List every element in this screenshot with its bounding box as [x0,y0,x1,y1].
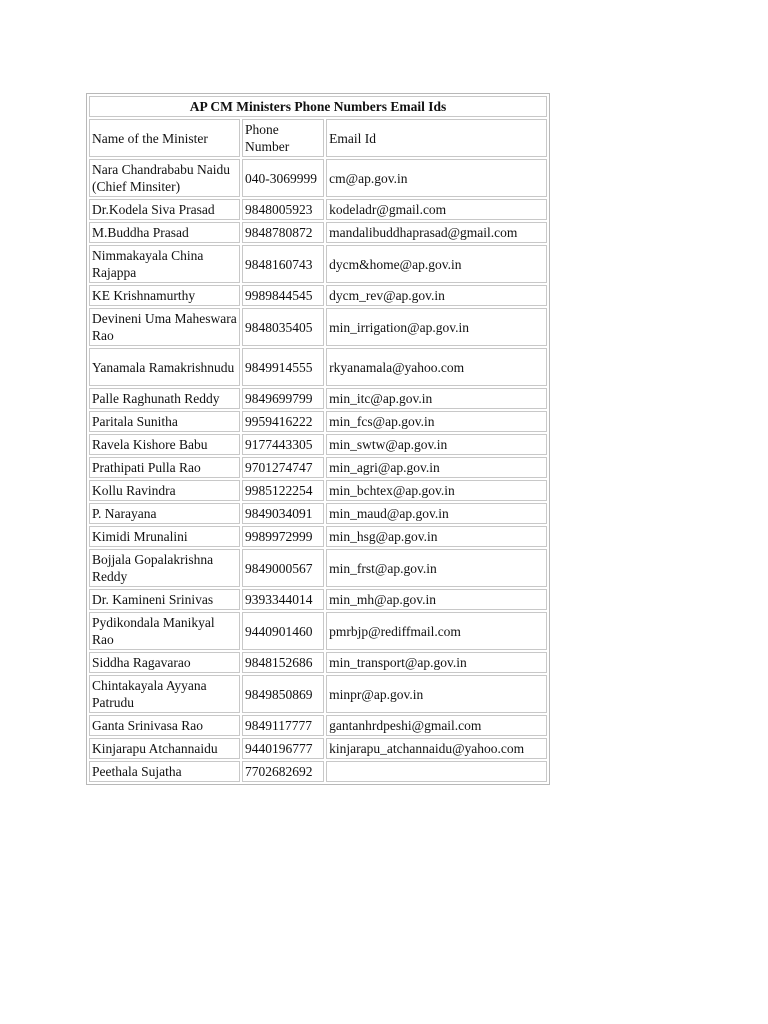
phone-number-cell: 9989972999 [242,526,324,547]
phone-number-cell: 9849850869 [242,675,324,713]
email-id-cell: kinjarapu_atchannaidu@yahoo.com [326,738,547,759]
minister-name-cell: Pydikondala Manikyal Rao [89,612,240,650]
phone-number-cell: 9393344014 [242,589,324,610]
table-row [89,549,547,587]
email-id-cell: cm@ap.gov.in [326,159,547,197]
phone-number-cell: 9848005923 [242,199,324,220]
email-id-cell: rkyanamala@yahoo.com [326,348,547,386]
email-id-cell: min_hsg@ap.gov.in [326,526,547,547]
phone-number-cell: 9989844545 [242,285,324,306]
table-row [89,675,547,713]
phone-number-cell: 9440901460 [242,612,324,650]
phone-number-cell: 9848152686 [242,652,324,673]
minister-name-cell: Peethala Sujatha [89,761,240,782]
email-id-cell: dycm_rev@ap.gov.in [326,285,547,306]
minister-name-cell: Nara Chandrababu Naidu (Chief Minsiter) [89,159,240,197]
phone-number-cell: 9849117777 [242,715,324,736]
email-id-cell [326,761,547,782]
email-id-cell: min_irrigation@ap.gov.in [326,308,547,346]
header-phone: Phone Number [242,119,324,157]
table-row [89,159,547,197]
email-id-cell: min_agri@ap.gov.in [326,457,547,478]
table-row [89,761,547,782]
table-row [89,503,547,524]
email-id-cell: gantanhrdpeshi@gmail.com [326,715,547,736]
minister-name-cell: Chintakayala Ayyana Patrudu [89,675,240,713]
table-body [89,96,547,782]
email-id-cell: min_itc@ap.gov.in [326,388,547,409]
table-title: AP CM Ministers Phone Numbers Email Ids [89,96,547,117]
table-row [89,348,547,386]
minister-name-cell: Devineni Uma Maheswara Rao [89,308,240,346]
email-id-cell: min_transport@ap.gov.in [326,652,547,673]
phone-number-cell: 9959416222 [242,411,324,432]
minister-name-cell: Yanamala Ramakrishnudu [89,348,240,386]
table-row [89,457,547,478]
email-id-cell: pmrbjp@rediffmail.com [326,612,547,650]
phone-number-cell: 9701274747 [242,457,324,478]
minister-name-cell: Siddha Ragavarao [89,652,240,673]
table-row [89,652,547,673]
phone-number-cell: 7702682692 [242,761,324,782]
header-name: Name of the Minister [89,119,240,157]
phone-number-cell: 9848160743 [242,245,324,283]
table-row [89,199,547,220]
title-row [89,96,547,117]
minister-name-cell: M.Buddha Prasad [89,222,240,243]
table-row [89,245,547,283]
minister-name-cell: Paritala Sunitha [89,411,240,432]
phone-number-cell: 9440196777 [242,738,324,759]
email-id-cell: min_swtw@ap.gov.in [326,434,547,455]
minister-name-cell: Palle Raghunath Reddy [89,388,240,409]
minister-name-cell: Kollu Ravindra [89,480,240,501]
table-row [89,715,547,736]
header-row [89,119,547,157]
phone-number-cell: 9848780872 [242,222,324,243]
table-row [89,589,547,610]
phone-number-cell: 040-3069999 [242,159,324,197]
email-id-cell: dycm&home@ap.gov.in [326,245,547,283]
phone-number-cell: 9848035405 [242,308,324,346]
table-row [89,480,547,501]
minister-name-cell: P. Narayana [89,503,240,524]
phone-number-cell: 9849699799 [242,388,324,409]
minister-name-cell: Ravela Kishore Babu [89,434,240,455]
phone-number-cell: 9849000567 [242,549,324,587]
minister-name-cell: Prathipati Pulla Rao [89,457,240,478]
table-row [89,285,547,306]
minister-name-cell: Ganta Srinivasa Rao [89,715,240,736]
email-id-cell: min_bchtex@ap.gov.in [326,480,547,501]
table-row [89,526,547,547]
email-id-cell: minpr@ap.gov.in [326,675,547,713]
email-id-cell: kodeladr@gmail.com [326,199,547,220]
table-row [89,222,547,243]
email-id-cell: min_fcs@ap.gov.in [326,411,547,432]
minister-name-cell: Nimmakayala China Rajappa [89,245,240,283]
minister-name-cell: Kinjarapu Atchannaidu [89,738,240,759]
phone-number-cell: 9849914555 [242,348,324,386]
email-id-cell: mandalibuddhaprasad@gmail.com [326,222,547,243]
table-row [89,411,547,432]
phone-number-cell: 9849034091 [242,503,324,524]
header-email: Email Id [326,119,547,157]
minister-name-cell: Bojjala Gopalakrishna Reddy [89,549,240,587]
email-id-cell: min_frst@ap.gov.in [326,549,547,587]
minister-name-cell: Kimidi Mrunalini [89,526,240,547]
phone-number-cell: 9985122254 [242,480,324,501]
ministers-table [86,93,550,785]
email-id-cell: min_maud@ap.gov.in [326,503,547,524]
phone-number-cell: 9177443305 [242,434,324,455]
table-row [89,612,547,650]
table-row [89,388,547,409]
table-row [89,738,547,759]
minister-name-cell: Dr.Kodela Siva Prasad [89,199,240,220]
table-row [89,434,547,455]
table-row [89,308,547,346]
email-id-cell: min_mh@ap.gov.in [326,589,547,610]
minister-name-cell: Dr. Kamineni Srinivas [89,589,240,610]
minister-name-cell: KE Krishnamurthy [89,285,240,306]
